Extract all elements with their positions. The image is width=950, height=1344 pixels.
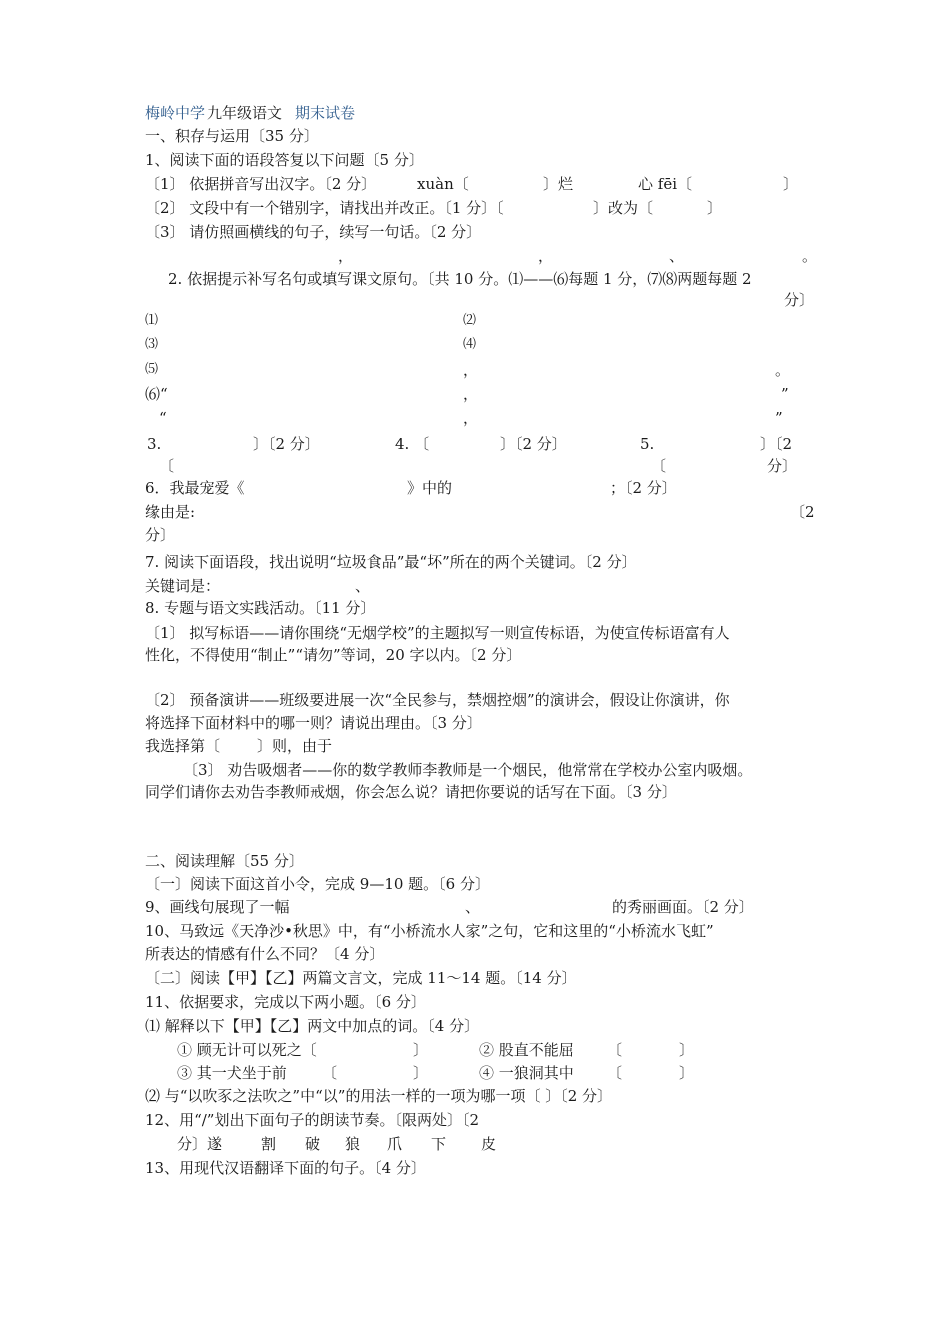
question-8-1b: 性化，不得使用“制止”“请勿”等词，20 字以内。〔2 分〕 xyxy=(145,646,522,664)
question-1: 1、阅读下面的语段答复以下问题〔5 分〕 xyxy=(145,151,424,169)
title-grade: 九年级语文 xyxy=(207,104,283,122)
reading-char: 下 xyxy=(431,1135,447,1153)
title-exam: 期末试卷 xyxy=(295,104,356,122)
question-7: 7. 阅读下面语段，找出说明“垃圾食品”最“坏”所在的两个关键词。〔2 分〕 xyxy=(145,553,637,571)
question-8: 8. 专题与语文实践活动。〔11 分〕 xyxy=(145,599,376,617)
question-8-3a: 〔3〕 劝告吸烟者——你的数学教师李教师是一个烟民，他常常在学校办公室内吸烟。 xyxy=(183,761,753,779)
pinyin-2: 心 fēi〔 xyxy=(638,175,692,193)
sub-section-1: 〔一〕阅读下面这首小令，完成 9—10 题。〔6 分〕 xyxy=(145,875,490,893)
question-10a: 10、马致远《天净沙•秋思》中，有“小桥流水人家”之句，它和这里的“小桥流水飞虹” xyxy=(145,922,714,940)
question-8-1a: 〔1〕 拟写标语——请你围绕“无烟学校”的主题拟写一则宣传标语，为使宣传标语富有人 xyxy=(145,624,730,642)
pinyin-1: xuàn〔 xyxy=(417,175,469,193)
question-8-3b: 同学们请你去劝告李教师戒烟，你会怎么说？请把你要说的话写在下面。〔3 分〕 xyxy=(145,783,677,801)
section-1-heading: 一、积存与运用〔35 分〕 xyxy=(145,127,319,145)
sub-section-2: 〔二〕阅读【甲】【乙】两篇文言文，完成 11～14 题。〔14 分〕 xyxy=(145,969,577,987)
title-school: 梅岭中学 xyxy=(145,104,206,122)
question-2-tail: 分〕 xyxy=(784,291,815,309)
section-2-heading: 二、阅读理解〔55 分〕 xyxy=(145,852,304,870)
question-6-pts-tail: 分〕 xyxy=(145,526,176,544)
reading-char: 狼 xyxy=(345,1135,361,1153)
question-12: 12、用“/”划出下面句子的朗读节奏。〔限两处〕〔2 xyxy=(145,1111,480,1129)
question-8-2a: 〔2〕 预备演讲——班级要进展一次“全民参与，禁烟控烟”的演讲会，假设让你演讲，你 xyxy=(145,691,730,709)
reading-char: 破 xyxy=(305,1135,321,1153)
question-11: 11、依据要求，完成以下两小题。〔6 分〕 xyxy=(145,993,426,1011)
question-11-2: ⑵ 与“以吹豕之法吹之”中“以”的用法一样的一项为哪一项〔 〕〔2 分〕 xyxy=(145,1087,613,1105)
question-13: 13、用现代汉语翻译下面的句子。〔4 分〕 xyxy=(145,1159,426,1177)
reading-char: 皮 xyxy=(481,1135,497,1153)
question-2: 2. 依据提示补写名句或填写课文原句。〔共 10 分。⑴——⑹每题 1 分，⑺⑻两题每题 2 xyxy=(168,270,752,288)
reading-char: 割 xyxy=(261,1135,277,1153)
question-10b: 所表达的情感有什么不同？〔4 分〕 xyxy=(145,945,385,963)
question-1-3: 〔3〕 请仿照画横线的句子，续写一句话。〔2 分〕 xyxy=(145,223,482,241)
reading-char: 爪 xyxy=(387,1135,403,1153)
question-11-1: ⑴ 解释以下【甲】【乙】两文中加点的词。〔4 分〕 xyxy=(145,1017,480,1035)
question-8-2b: 将选择下面材料中的哪一则？请说出理由。〔3 分〕 xyxy=(145,714,482,732)
